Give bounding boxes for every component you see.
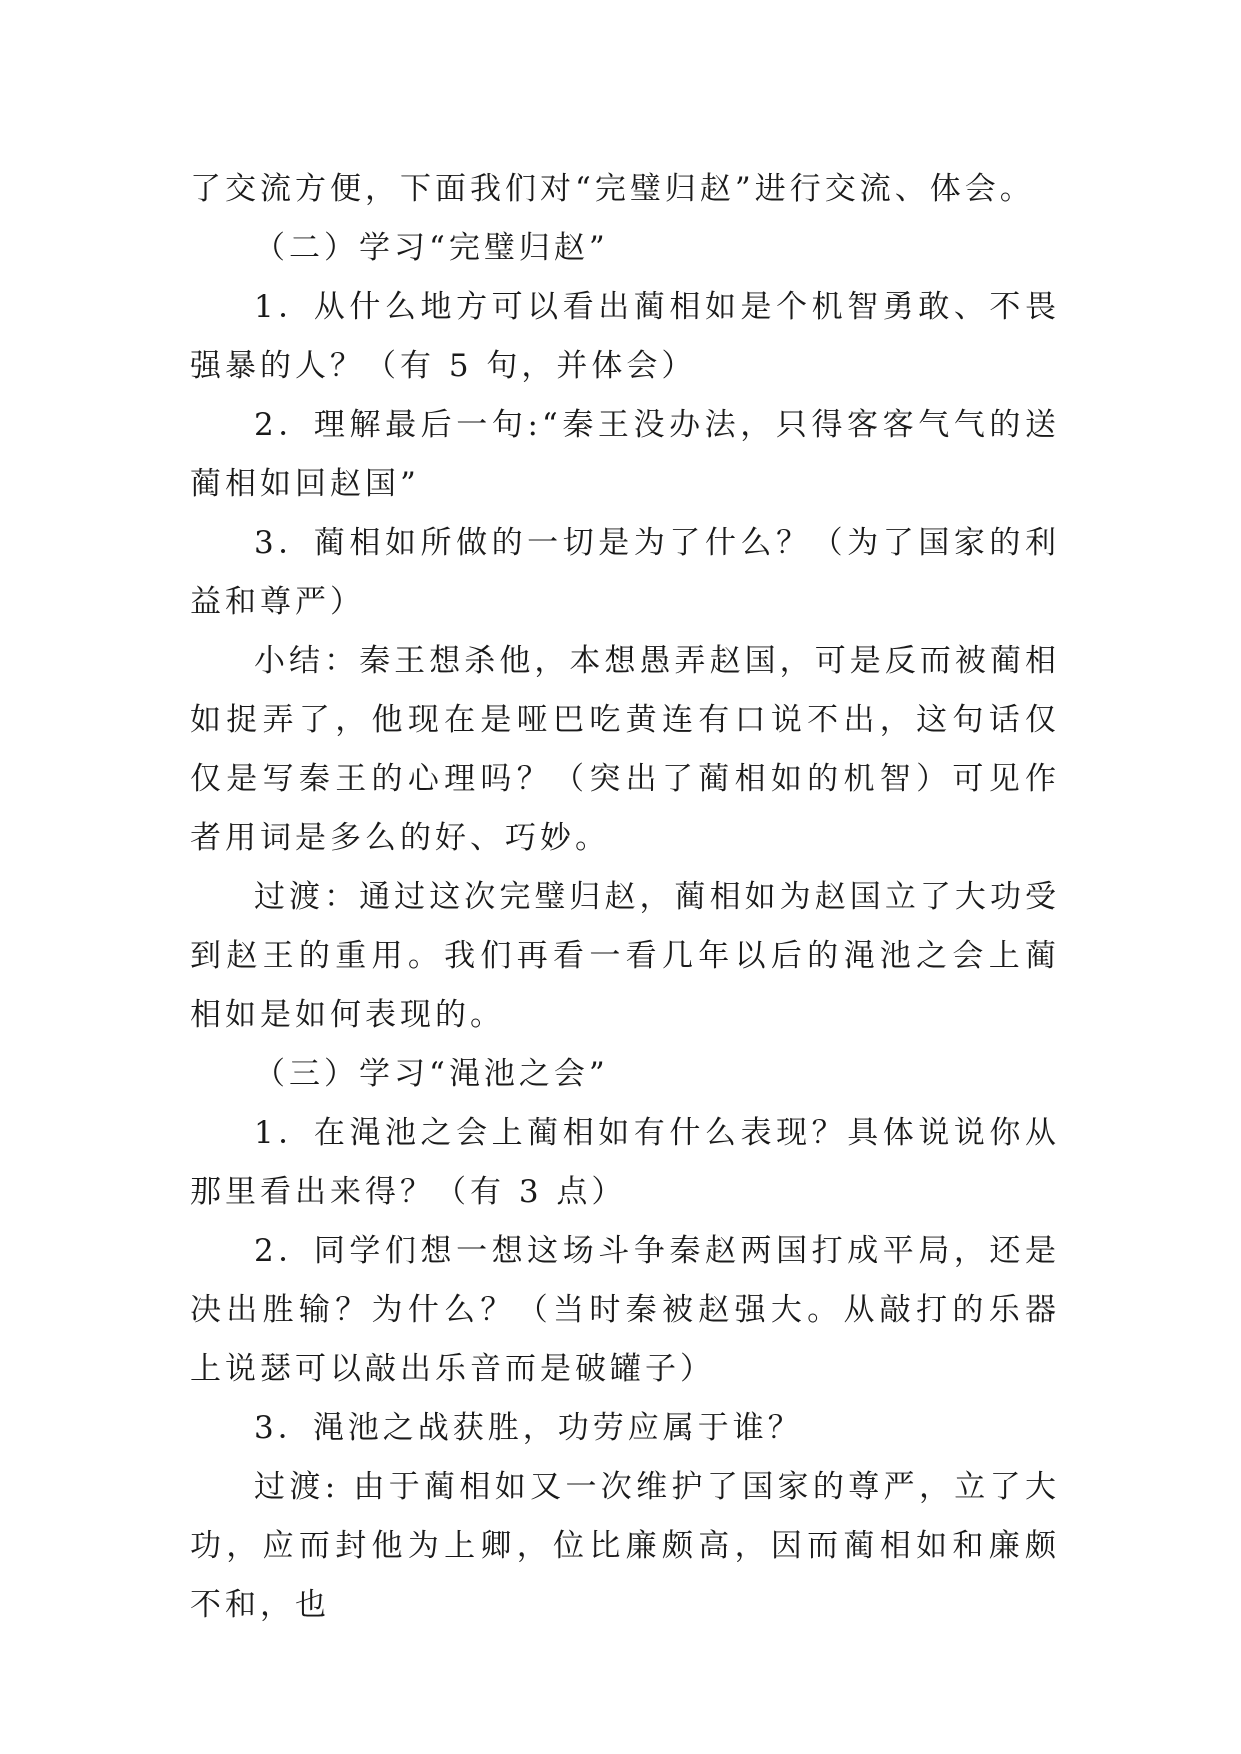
summary-paragraph: 小结：秦王想杀他，本想愚弄赵国，可是反而被蔺相如捉弄了，他现在是哑巴吃黄连有口说不出，这句话仅仅是写秦王的心理吗？（突出了蔺相如的机智）可见作者用词是多么的好、巧妙。 xyxy=(190,643,1060,856)
question-item: 2．理解最后一句:“秦王没办法，只得客客气气的送蔺相如回赵国” xyxy=(190,407,1060,502)
transition-paragraph: 过渡: 由于蔺相如又一次维护了国家的尊严，立了大功，应而封他为上卿，位比廉颇高，因而蔺相如和廉颇不和，也 xyxy=(190,1469,1060,1623)
question-item: 3．蔺相如所做的一切是为了什么？（为了国家的利益和尊严） xyxy=(190,525,1060,620)
question-item: 3．渑池之战获胜，功劳应属于谁？ xyxy=(254,1410,803,1446)
paragraph: 了交流方便，下面我们对“完璧归赵”进行交流、体会。 xyxy=(190,171,1035,207)
document-body xyxy=(190,160,1060,1635)
section-heading: （三）学习“渑池之会” xyxy=(254,1056,609,1092)
section-heading: （二）学习“完璧归赵” xyxy=(254,230,609,266)
question-item: 1．从什么地方可以看出蔺相如是个机智勇敢、不畏强暴的人？（有 5 句，并体会） xyxy=(190,289,1060,384)
question-item: 1．在渑池之会上蔺相如有什么表现？具体说说你从那里看出来得？（有 3 点） xyxy=(190,1115,1060,1210)
transition-paragraph: 过渡：通过这次完璧归赵，蔺相如为赵国立了大功受到赵王的重用。我们再看一看几年以后的渑池之会上蔺相如是如何表现的。 xyxy=(190,879,1060,1033)
question-item: 2．同学们想一想这场斗争秦赵两国打成平局，还是决出胜输？为什么？（当时秦被赵强大。从敲打的乐器上说瑟可以敲出乐音而是破罐子） xyxy=(190,1233,1060,1387)
